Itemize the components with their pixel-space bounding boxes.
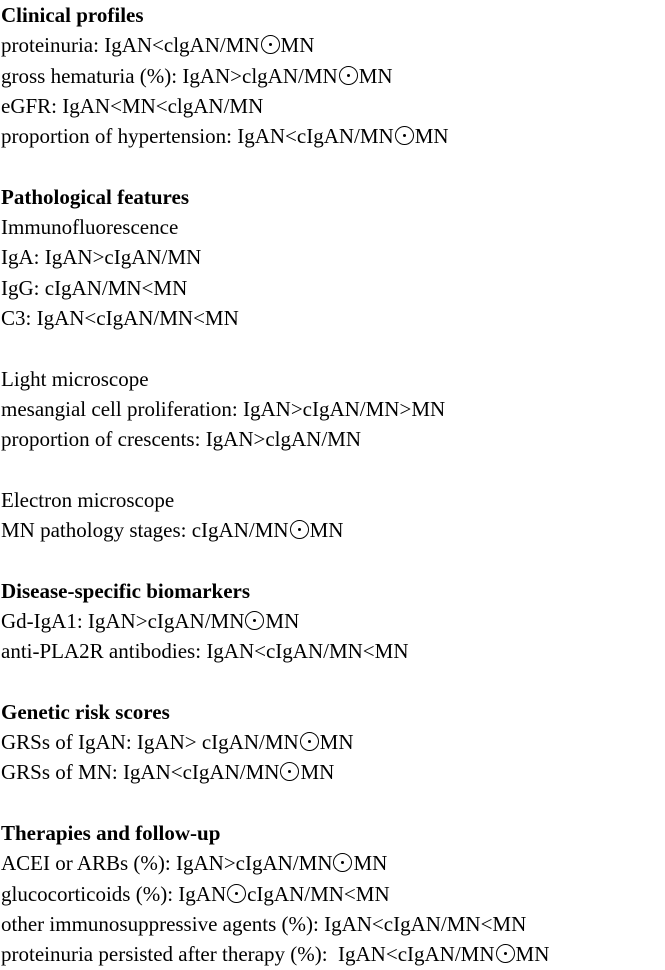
- line-text: proteinuria persisted after therapy (%): IgAN<cIgAN/MN: [1, 942, 495, 967]
- comparison-line: [1, 606, 665, 636]
- line-text: MN: [300, 760, 335, 785]
- section-disease-specific-biomarkers: [1, 576, 665, 667]
- comparison-line: [1, 242, 665, 272]
- odot-icon: [227, 884, 246, 903]
- blank-line: [1, 333, 665, 363]
- line-text: Light microscope: [1, 366, 149, 391]
- odot-icon: [496, 944, 515, 963]
- section-heading: Disease-specific biomarkers: [1, 578, 251, 603]
- section-therapies-and-follow-up: [1, 818, 665, 969]
- line-text: MN: [309, 518, 344, 543]
- line-text: GRSs of IgAN: IgAN> cIgAN/MN: [1, 730, 299, 755]
- line-text: MN: [353, 851, 388, 876]
- section-clinical-profiles: [1, 0, 665, 151]
- odot-icon: [280, 762, 299, 781]
- line-text: GRSs of MN: IgAN<cIgAN/MN: [1, 760, 280, 785]
- section-spacer: [1, 788, 665, 818]
- odot-icon: [261, 35, 280, 54]
- comparison-line: [1, 30, 665, 60]
- section-heading: Clinical profiles: [1, 3, 144, 27]
- comparison-line: [1, 939, 665, 969]
- line-text: eGFR: IgAN<MN<clgAN/MN: [1, 93, 264, 118]
- comparison-line: [1, 909, 665, 939]
- line-text: MN: [358, 63, 393, 88]
- line-text: cIgAN/MN<MN: [247, 881, 390, 906]
- line-text: IgG: cIgAN/MN<MN: [1, 275, 188, 300]
- section-heading: Pathological features: [1, 184, 189, 209]
- line-text: Immunofluorescence: [1, 215, 179, 240]
- comparison-line: [1, 485, 665, 515]
- comparison-line: [1, 212, 665, 242]
- comparison-line: [1, 848, 665, 878]
- comparison-line: [1, 636, 665, 666]
- section-heading: Therapies and follow-up: [1, 821, 221, 846]
- comparison-summary-document: [1, 0, 665, 970]
- line-text: C3: IgAN<cIgAN/MN<MN: [1, 305, 239, 330]
- line-text: proportion of hypertension: IgAN<cIgAN/MN: [1, 124, 394, 149]
- comparison-line: [1, 515, 665, 545]
- comparison-line: [1, 757, 665, 787]
- comparison-line: [1, 61, 665, 91]
- line-text: other immunosuppressive agents (%): IgAN<cIgAN/MN<MN: [1, 911, 527, 936]
- line-text: Electron microscope: [1, 487, 175, 512]
- line-text: MN: [414, 124, 449, 149]
- comparison-line: [1, 273, 665, 303]
- line-text: proportion of crescents: IgAN>clgAN/MN: [1, 427, 362, 452]
- odot-icon: [245, 611, 264, 630]
- comparison-line: [1, 364, 665, 394]
- odot-icon: [339, 66, 358, 85]
- line-text: MN: [515, 942, 550, 967]
- line-text: MN: [265, 608, 300, 633]
- section-spacer: [1, 545, 665, 575]
- comparison-line: [1, 303, 665, 333]
- section-pathological-features: [1, 182, 665, 546]
- line-text: mesangial cell proliferation: IgAN>cIgAN/MN>MN: [1, 396, 446, 421]
- comparison-line: [1, 394, 665, 424]
- comparison-line: [1, 727, 665, 757]
- section-spacer: [1, 667, 665, 697]
- odot-icon: [395, 126, 414, 145]
- comparison-line: [1, 121, 665, 151]
- section-heading: Genetic risk scores: [1, 699, 170, 724]
- section-genetic-risk-scores: [1, 697, 665, 788]
- line-text: glucocorticoids (%): IgAN: [1, 881, 227, 906]
- odot-icon: [290, 520, 309, 539]
- line-text: MN pathology stages: cIgAN/MN: [1, 518, 289, 543]
- line-text: anti-PLA2R antibodies: IgAN<cIgAN/MN<MN: [1, 639, 409, 664]
- section-spacer: [1, 151, 665, 181]
- line-text: IgA: IgAN>cIgAN/MN: [1, 245, 202, 270]
- line-text: gross hematuria (%): IgAN>clgAN/MN: [1, 63, 338, 88]
- comparison-line: [1, 424, 665, 454]
- line-text: ACEI or ARBs (%): IgAN>cIgAN/MN: [1, 851, 333, 876]
- odot-icon: [300, 732, 319, 751]
- comparison-line: [1, 91, 665, 121]
- comparison-line: [1, 879, 665, 909]
- blank-line: [1, 454, 665, 484]
- line-text: Gd-IgA1: IgAN>cIgAN/MN: [1, 608, 245, 633]
- line-text: MN: [280, 33, 315, 58]
- odot-icon: [333, 853, 352, 872]
- line-text: MN: [319, 730, 354, 755]
- line-text: proteinuria: IgAN<clgAN/MN: [1, 33, 260, 58]
